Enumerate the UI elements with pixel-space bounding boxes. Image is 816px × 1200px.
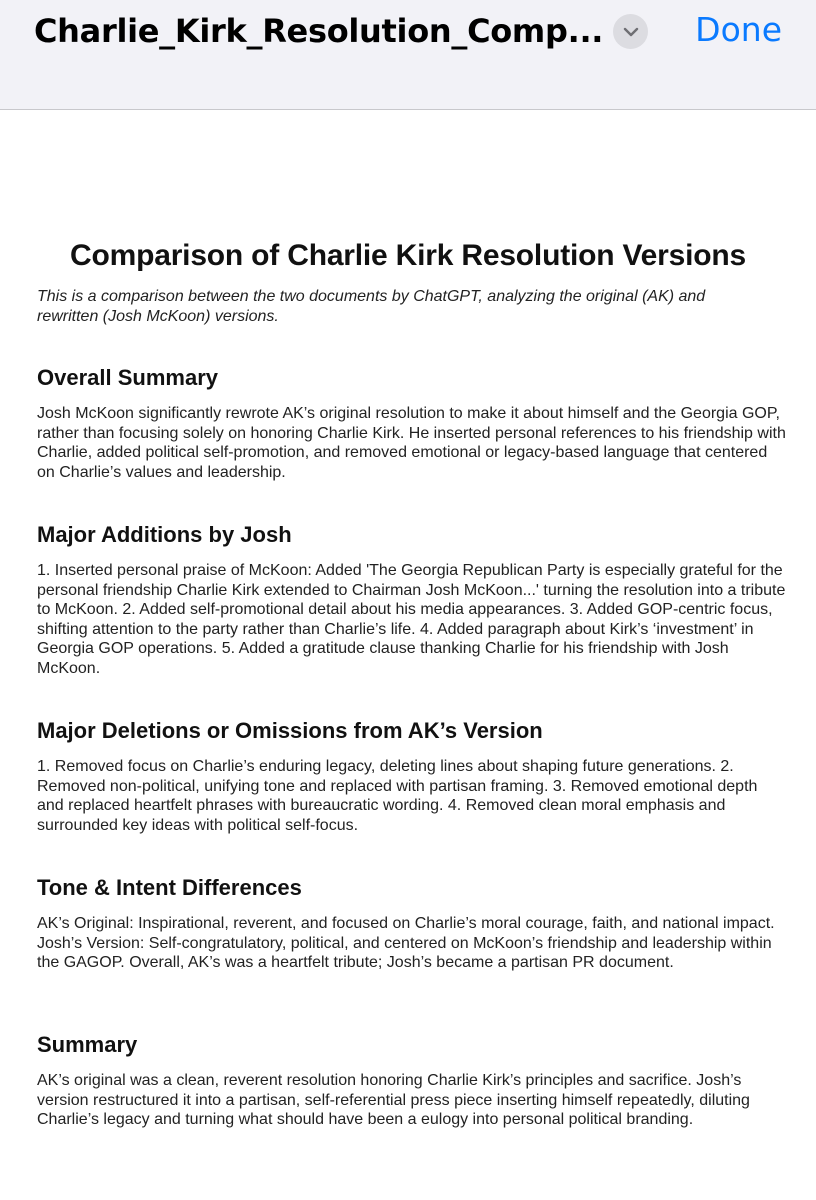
section-heading: Summary <box>37 1032 138 1057</box>
done-button[interactable]: Done <box>695 10 782 49</box>
section-heading: Tone & Intent Differences <box>37 875 302 900</box>
section-body: AK’s original was a clean, reverent resolution honoring Charlie Kirk’s principles and sacrifice. Josh’s version restructured it into a partisan, self-referential press piece inserting himself repeatedly, diluting Charlie’s legacy and turning what should have been a eulogy into personal political branding. <box>37 1072 750 1129</box>
section-tone-intent <box>37 875 787 973</box>
section-summary <box>37 1032 787 1130</box>
section-heading: Major Deletions or Omissions from AK’s Version <box>37 718 543 743</box>
viewer-toolbar <box>0 0 816 110</box>
document-title: Comparison of Charlie Kirk Resolution Versions <box>70 239 746 272</box>
document-subtitle: This is a comparison between the two documents by ChatGPT, analyzing the original (AK) and rewritten (Josh McKoon) versions. <box>37 288 706 325</box>
title-menu-button[interactable] <box>613 14 648 49</box>
section-major-deletions <box>37 718 787 835</box>
document-page <box>0 111 816 1200</box>
section-heading: Major Additions by Josh <box>37 522 292 547</box>
section-body: 1. Inserted personal praise of McKoon: Added 'The Georgia Republican Party is especially grateful for the personal friendship Charlie Kirk extended to Chairman Josh McKoon...' turning the resolution into a tribute to McKoon. 2. Added self-promotional detail about his media appearances. 3. Added GOP-centric focus, shifting attention to the party rather than Charlie’s life. 4. Added paragraph about Kirk’s ‘investment’ in Georgia GOP operations. 5. Added a gratitude clause thanking Charlie for his friendship with Josh McKoon. <box>37 562 786 677</box>
section-major-additions <box>37 522 787 679</box>
chevron-down-icon <box>623 27 639 37</box>
section-heading: Overall Summary <box>37 365 218 390</box>
file-title[interactable]: Charlie_Kirk_Resolution_Comp... <box>34 12 604 50</box>
section-overall-summary <box>37 365 787 482</box>
section-body: Josh McKoon significantly rewrote AK’s original resolution to make it about himself and the Georgia GOP, rather than focusing solely on honoring Charlie Kirk. He inserted personal references to his friendship with Charlie, added political self-promotion, and removed emotional or legacy-based language that centered on Charlie’s values and leadership. <box>37 405 786 481</box>
section-body: AK’s Original: Inspirational, reverent, and focused on Charlie’s moral courage, faith, and national impact. Josh’s Version: Self-congratulatory, political, and centered on McKoon’s friendship and leadership within the GAGOP. Overall, AK’s was a heartfelt tribute; Josh’s became a partisan PR document. <box>37 915 775 972</box>
section-body: 1. Removed focus on Charlie’s enduring legacy, deleting lines about shaping future generations. 2. Removed non-political, unifying tone and replaced with partisan framing. 3. Removed emotional depth and replaced heartfelt phrases with bureaucratic wording. 4. Removed clean moral emphasis and surrounded key ideas with political self-focus. <box>37 758 758 834</box>
